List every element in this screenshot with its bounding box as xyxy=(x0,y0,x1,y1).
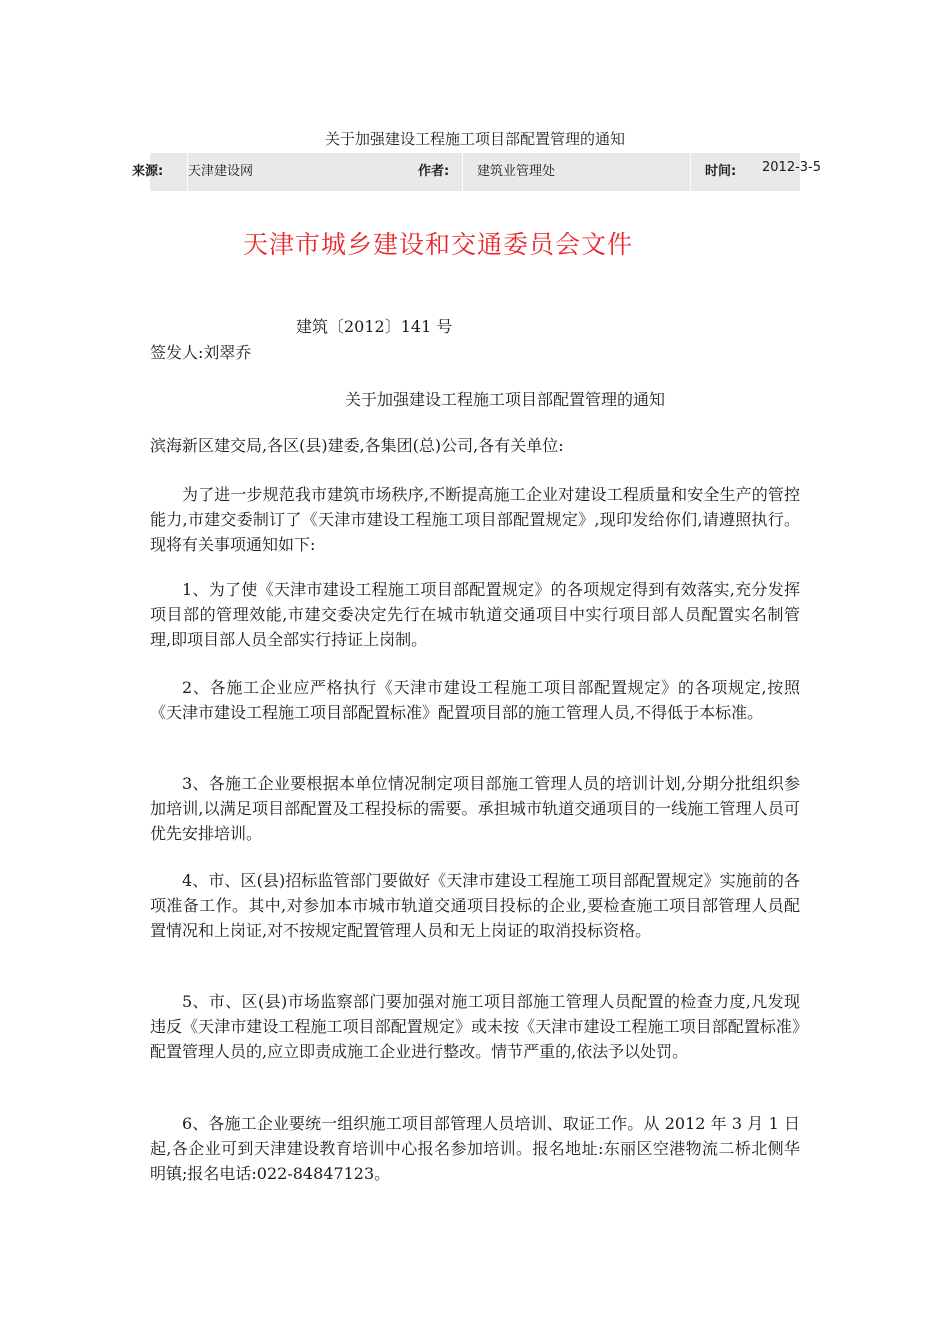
author-label: 作者: xyxy=(418,164,450,179)
source-label: 来源: xyxy=(132,164,164,179)
meta-bar xyxy=(132,153,822,191)
document-number: 建筑〔2012〕141 号 xyxy=(296,317,453,336)
meta-divider xyxy=(690,153,691,191)
notice-subtitle: 关于加强建设工程施工项目部配置管理的通知 xyxy=(344,390,665,409)
time-label: 时间: xyxy=(705,164,737,179)
issuer-title: 天津市城乡建设和交通委员会文件 xyxy=(243,230,634,259)
body-paragraph-3: 3、各施工企业要根据本单位情况制定项目部施工管理人员的培训计划,分期分批组织参加培训,以满足项目部配置及工程投标的需要。承担城市轨道交通项目的一线施工管理人员可优先安排培训。 xyxy=(150,774,800,843)
signer: 签发人:刘翠乔 xyxy=(150,343,252,362)
addressee: 滨海新区建交局,各区(县)建委,各集团(总)公司,各有关单位: xyxy=(150,436,564,455)
body-paragraph-5: 5、市、区(县)市场监察部门要加强对施工项目部施工管理人员配置的检查力度,凡发现违反《天津市建设工程施工项目部配置规定》或未按《天津市建设工程施工项目部配置标准》配置管理人员的,应立即责成施工企业进行整改。情节严重的,依法予以处罚。 xyxy=(150,992,800,1061)
time-value: 2012-3-5 xyxy=(762,160,822,175)
source-value[interactable]: 天津建设网 xyxy=(188,164,254,179)
body-paragraph-1: 1、为了使《天津市建设工程施工项目部配置规定》的各项规定得到有效落实,充分发挥项目部的管理效能,市建交委决定先行在城市轨道交通项目中实行项目部人员配置实名制管理,即项目部人员全部实行持证上岗制。 xyxy=(150,580,800,649)
body-paragraph-6: 6、各施工企业要统一组织施工项目部管理人员培训、取证工作。从 2012 年 3 月 1 日起,各企业可到天津建设教育培训中心报名参加培训。报名地址:东丽区空港物流二桥北侧华明镇;报名电话:022-84847123。 xyxy=(150,1114,800,1183)
article-title: 关于加强建设工程施工项目部配置管理的通知 xyxy=(324,130,625,148)
body-paragraph-2: 2、各施工企业应严格执行《天津市建设工程施工项目部配置规定》的各项规定,按照《天津市建设工程施工项目部配置标准》配置项目部的施工管理人员,不得低于本标准。 xyxy=(150,678,800,722)
body-paragraph-4: 4、市、区(县)招标监管部门要做好《天津市建设工程施工项目部配置规定》实施前的各项准备工作。其中,对参加本市城市轨道交通项目投标的企业,要检查施工项目部管理人员配置情况和上岗证,对不按规定配置管理人员和无上岗证的取消投标资格。 xyxy=(150,871,800,940)
body-paragraph-intro: 为了进一步规范我市建筑市场秩序,不断提高施工企业对建设工程质量和安全生产的管控能力,市建交委制订了《天津市建设工程施工项目部配置规定》,现印发给你们,请遵照执行。现将有关事项通知如下: xyxy=(150,485,800,554)
author-value: 建筑业管理处 xyxy=(477,164,556,179)
meta-divider xyxy=(462,153,463,191)
